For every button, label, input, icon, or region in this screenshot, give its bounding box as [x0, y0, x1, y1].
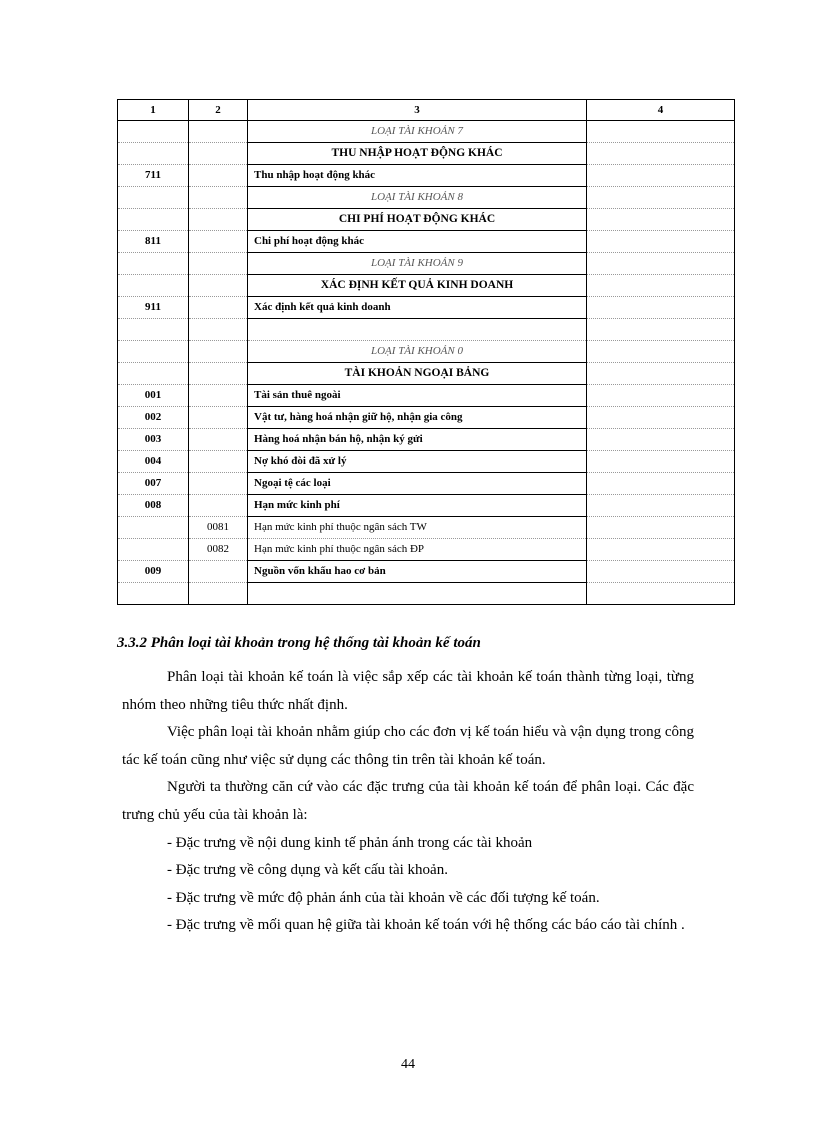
table-cell-col-3: Nợ khó đòi đã xử lý: [248, 451, 587, 473]
table-cell-col-1: [118, 143, 189, 165]
table-cell-col-2: [189, 253, 248, 275]
table-row: [118, 429, 735, 451]
table-cell-col-4: [587, 407, 735, 429]
table-row: [118, 495, 735, 517]
table-cell-col-2: [189, 209, 248, 231]
table-cell-col-4: [587, 253, 735, 275]
table-cell-col-2: [189, 363, 248, 385]
table-cell-col-1: 003: [118, 429, 189, 451]
table-cell-col-2: [189, 319, 248, 341]
table-cell-col-3: Vật tư, hàng hoá nhận giữ hộ, nhận gia công: [248, 407, 587, 429]
table-cell-col-3: XÁC ĐỊNH KẾT QUẢ KINH DOANH: [248, 275, 587, 297]
table-cell-col-2: [189, 561, 248, 583]
paragraph: Người ta thường căn cứ vào các đặc trưng của tài khoản kế toán để phân loại. Các đặc trưng chủ yếu của tài khoản là:: [122, 779, 694, 823]
table-cell-col-4: [587, 165, 735, 187]
table-cell-col-4: [587, 583, 735, 605]
table-cell-col-1: [118, 121, 189, 143]
table-cell-col-4: [587, 429, 735, 451]
table-row: [118, 143, 735, 165]
table-cell-col-2: [189, 165, 248, 187]
table-row: [118, 473, 735, 495]
paragraph: Phân loại tài khoản kế toán là việc sắp xếp các tài khoản kế toán thành từng loại, từng nhóm theo những tiêu thức nhất định.: [122, 669, 694, 713]
table-cell-col-3: THU NHẬP HOẠT ĐỘNG KHÁC: [248, 143, 587, 165]
table-cell-col-2: [189, 583, 248, 605]
table-cell-col-4: [587, 363, 735, 385]
header-col-2: 2: [189, 100, 248, 121]
table-cell-col-3: Chi phí hoạt động khác: [248, 231, 587, 253]
table-cell-col-3: Hàng hoá nhận bán hộ, nhận ký gửi: [248, 429, 587, 451]
bullet-item: - Đặc trưng về mức độ phản ánh của tài khoản về các đối tượng kế toán.: [167, 889, 600, 906]
table-cell-col-2: [189, 187, 248, 209]
table-cell-col-1: 009: [118, 561, 189, 583]
table-cell-col-2: [189, 341, 248, 363]
header-col-1: 1: [118, 100, 189, 121]
table-row: [118, 407, 735, 429]
table-cell-col-4: [587, 451, 735, 473]
table-row: [118, 187, 735, 209]
table-cell-col-4: [587, 539, 735, 561]
section-heading: 3.3.2 Phân loại tài khoản trong hệ thống tài khoản kế toán: [117, 635, 481, 651]
table-cell-col-1: 811: [118, 231, 189, 253]
table-row: [118, 341, 735, 363]
table-cell-col-4: [587, 209, 735, 231]
bullet-item: - Đặc trưng về công dụng và kết cấu tài khoản.: [167, 862, 448, 879]
table-cell-col-3: [248, 319, 587, 341]
table-row: [118, 539, 735, 561]
table-cell-col-1: 008: [118, 495, 189, 517]
header-col-3: 3: [248, 100, 587, 121]
table-cell-col-1: [118, 253, 189, 275]
table-cell-col-3: Hạn mức kinh phí thuộc ngân sách ĐP: [248, 539, 587, 561]
table-cell-col-2: [189, 385, 248, 407]
table-cell-col-3: TÀI KHOẢN NGOẠI BẢNG: [248, 363, 587, 385]
table-cell-col-1: [118, 187, 189, 209]
table-row: [118, 363, 735, 385]
table-row: [118, 231, 735, 253]
table-cell-col-1: 004: [118, 451, 189, 473]
table-cell-col-4: [587, 561, 735, 583]
table-cell-col-1: [118, 583, 189, 605]
table-row: [118, 385, 735, 407]
table-cell-col-4: [587, 473, 735, 495]
table-cell-col-2: 0082: [189, 539, 248, 561]
table-cell-col-1: 001: [118, 385, 189, 407]
table-cell-col-2: [189, 473, 248, 495]
bullet-item: - Đặc trưng về nội dung kinh tế phản ánh trong các tài khoản: [167, 834, 533, 851]
paragraph: Việc phân loại tài khoản nhằm giúp cho các đơn vị kế toán hiểu và vận dụng trong công tác kế toán cũng như việc sử dụng các thông tin trên tài khoản kế toán.: [122, 724, 694, 768]
table-cell-col-3: CHI PHÍ HOẠT ĐỘNG KHÁC: [248, 209, 587, 231]
table-row: [118, 121, 735, 143]
table-cell-col-1: [118, 209, 189, 231]
table-cell-col-1: [118, 517, 189, 539]
table-cell-col-3: LOẠI TÀI KHOẢN 9: [248, 253, 587, 275]
table-cell-col-2: [189, 297, 248, 319]
table-row: [118, 451, 735, 473]
table-cell-col-1: 002: [118, 407, 189, 429]
table-cell-col-4: [587, 143, 735, 165]
table-cell-col-3: Hạn mức kinh phí: [248, 495, 587, 517]
table-cell-col-4: [587, 187, 735, 209]
table-cell-col-1: [118, 319, 189, 341]
table-cell-col-1: [118, 341, 189, 363]
table-cell-col-2: [189, 231, 248, 253]
table-row: [118, 275, 735, 297]
table-cell-col-4: [587, 275, 735, 297]
table-row: [118, 583, 735, 605]
table-cell-col-1: [118, 363, 189, 385]
table-cell-col-2: [189, 407, 248, 429]
table-cell-col-4: [587, 517, 735, 539]
table-row: [118, 297, 735, 319]
table-row: [118, 253, 735, 275]
table-cell-col-2: [189, 451, 248, 473]
table-cell-col-1: 911: [118, 297, 189, 319]
table-cell-col-3: LOẠI TÀI KHOẢN 0: [248, 341, 587, 363]
table-header-row: [118, 100, 735, 121]
table-cell-col-4: [587, 121, 735, 143]
table-cell-col-1: [118, 539, 189, 561]
table-cell-col-3: Hạn mức kinh phí thuộc ngân sách TW: [248, 517, 587, 539]
table-cell-col-3: Nguồn vốn khấu hao cơ bản: [248, 561, 587, 583]
table-row: [118, 209, 735, 231]
paragraph: - Đặc trưng về mối quan hệ giữa tài khoản kế toán với hệ thống các báo cáo tài chính .: [167, 917, 685, 934]
table-cell-col-2: [189, 143, 248, 165]
table-cell-col-1: 711: [118, 165, 189, 187]
table-row: [118, 517, 735, 539]
table-cell-col-4: [587, 231, 735, 253]
table-cell-col-2: [189, 429, 248, 451]
table-cell-col-4: [587, 495, 735, 517]
table-cell-col-4: [587, 385, 735, 407]
table-row: [118, 319, 735, 341]
table-cell-col-1: [118, 275, 189, 297]
table-row: [118, 165, 735, 187]
account-table: [117, 99, 735, 605]
page-number: 44: [401, 1057, 415, 1072]
header-col-4: 4: [587, 100, 735, 121]
table-cell-col-2: 0081: [189, 517, 248, 539]
table-cell-col-2: [189, 495, 248, 517]
table-cell-col-3: LOẠI TÀI KHOẢN 8: [248, 187, 587, 209]
table-cell-col-3: Tài sản thuê ngoài: [248, 385, 587, 407]
table-cell-col-2: [189, 121, 248, 143]
table-cell-col-4: [587, 341, 735, 363]
table-cell-col-4: [587, 319, 735, 341]
table-cell-col-3: LOẠI TÀI KHOẢN 7: [248, 121, 587, 143]
table-cell-col-4: [587, 297, 735, 319]
body-text: [122, 664, 694, 940]
table-row: [118, 561, 735, 583]
table-cell-col-3: Thu nhập hoạt động khác: [248, 165, 587, 187]
table-cell-col-3: Xác định kết quả kinh doanh: [248, 297, 587, 319]
table-cell-col-3: [248, 583, 587, 605]
table-cell-col-3: Ngoại tệ các loại: [248, 473, 587, 495]
table-cell-col-2: [189, 275, 248, 297]
table-cell-col-1: 007: [118, 473, 189, 495]
